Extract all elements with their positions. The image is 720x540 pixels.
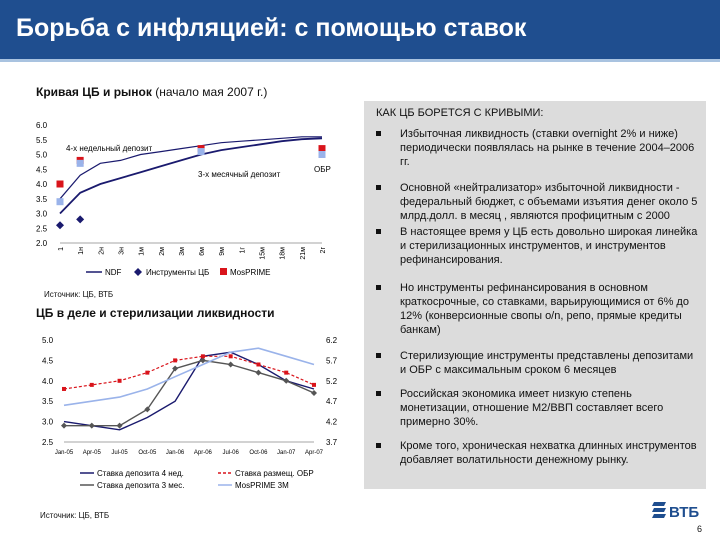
- chart2-xtick: Jul-05: [111, 450, 128, 456]
- bullet-text: Но инструменты рефинансирования в основном краткосрочные, со ставками, варьирующимися от 6% до 12% (конверсионные свопы o/n, репо, прямые кредиты банкам): [400, 282, 689, 336]
- chart1-ytick: 3.5: [36, 194, 48, 204]
- bullet-marker: [376, 443, 381, 448]
- chart2-line-deposit-3m-point: [117, 423, 123, 429]
- chart1: [30, 118, 350, 296]
- chart1-xtick: 18м: [279, 247, 287, 260]
- bullet-item: [376, 349, 698, 377]
- chart1-annotation-4w: 4-х недельный депозит: [66, 144, 153, 153]
- chart2-line-obr-point: [256, 362, 260, 366]
- chart2-line-obr-point: [229, 354, 233, 358]
- chart2-xtick: Oct-05: [138, 450, 157, 456]
- chart1-deposit-point: [319, 151, 326, 158]
- vtb-logo: [652, 498, 704, 522]
- chart1-xtick: 2м: [158, 247, 166, 256]
- chart2-ytick-left: 4.5: [42, 356, 54, 366]
- chart1-xtick: 1: [58, 247, 65, 251]
- bullet-marker: [376, 285, 381, 290]
- bullet-marker: [376, 229, 381, 234]
- chart1-xtick: 21м: [299, 247, 307, 260]
- chart2-ytick-right: 4.2: [326, 417, 338, 427]
- chart2: [30, 330, 350, 502]
- chart1-xtick: 1г: [239, 247, 247, 254]
- chart2-ytick-left: 2.5: [42, 438, 54, 447]
- chart1-ytick: 3.0: [36, 209, 48, 219]
- chart1-legend-cb-swatch: [134, 268, 142, 276]
- chart1-legend-mosprime: MosPRIME: [230, 268, 271, 277]
- chart1-deposit-point: [198, 148, 205, 155]
- chart2-ytick-left: 3.0: [42, 417, 54, 427]
- chart1-xtick: 2г: [320, 247, 327, 254]
- chart2-xtick: Apr-06: [193, 450, 212, 456]
- bullet-marker: [376, 391, 381, 396]
- source-top: Источник: ЦБ, ВТБ: [44, 290, 114, 299]
- chart2-xtick: Oct-06: [249, 450, 268, 456]
- chart1-legend-cb: Инструменты ЦБ: [146, 268, 210, 277]
- chart1-ytick: 4.5: [36, 165, 48, 175]
- subtitle-rest: (начало мая 2007 г.): [151, 85, 268, 99]
- chart2-line-obr: [64, 356, 314, 389]
- chart1-ytick: 5.0: [36, 150, 48, 160]
- panel-header: КАК ЦБ БОРЕТСЯ С КРИВЫМИ:: [376, 107, 544, 119]
- bullet-item: [376, 387, 698, 429]
- chart1-xtick: 2н: [98, 247, 106, 255]
- chart2-line-deposit-3m-point: [89, 423, 95, 429]
- bullet-item: [376, 439, 698, 467]
- bullet-item: [376, 225, 698, 267]
- chart1-ytick: 2.0: [36, 239, 48, 248]
- page-number: 6: [697, 524, 703, 534]
- chart1-ytick: 5.5: [36, 135, 48, 145]
- chart2-xtick: Jan-06: [165, 450, 185, 456]
- chart2-ytick-right: 3.7: [326, 438, 338, 447]
- chart1-ytick: 6.0: [36, 121, 48, 130]
- source-bottom: Источник: ЦБ, ВТБ: [40, 511, 110, 520]
- section-title: ЦБ в деле и стерилизации ликвидности: [36, 306, 275, 320]
- bullet-marker: [376, 353, 381, 358]
- chart2-ytick-right: 5.2: [326, 376, 338, 386]
- chart1-ytick: 2.5: [36, 224, 48, 234]
- chart2-line-obr-point: [145, 371, 149, 375]
- chart1-ytick: 4.0: [36, 180, 48, 189]
- chart1-mosprime-point: [57, 181, 64, 188]
- chart2-ytick-right: 6.2: [326, 336, 338, 345]
- bullet-text: Российская экономика имеет низкую степень монетизации, отношение М2/ВВП составляет всего примерно 30%.: [400, 388, 664, 428]
- bullet-text: В настоящее время у ЦБ есть довольно широкая линейка и стерилизационных инструментов, и инструментов рефинансирования.: [400, 226, 698, 266]
- bullet-text: Кроме того, хроническая нехватка длинных инструментов добавляет волатильности денежному рынку.: [400, 440, 697, 466]
- chart2-line-deposit-3m-point: [255, 370, 261, 376]
- chart2-xtick: Jan-07: [277, 450, 296, 456]
- chart2-line-deposit-3m-point: [228, 361, 234, 367]
- chart1-xtick: 3м: [178, 247, 186, 256]
- chart2-legend-deposit-4w: Ставка депозита 4 нед.: [97, 469, 184, 478]
- vtb-logo-text: ВТБ: [669, 504, 700, 521]
- bullet-marker: [376, 185, 381, 190]
- chart1-legend-mosprime-swatch: [220, 268, 227, 275]
- chart2-ytick-right: 4.7: [326, 397, 338, 407]
- bullet-text: Стерилизующие инструменты представлены депозитами и ОБР с максимальным сроком 6 месяцев: [400, 350, 694, 376]
- slide-title: Борьба с инфляцией: с помощью ставок: [16, 14, 527, 42]
- subtitle-bold: Кривая ЦБ и рынок: [36, 85, 152, 99]
- chart1-xtick: 1м: [138, 247, 146, 256]
- chart1-cb-instrument-point: [56, 221, 64, 229]
- chart1-xtick: 15м: [259, 247, 267, 260]
- chart1-xtick: 3н: [118, 247, 126, 255]
- chart1-cb-instrument-point: [76, 215, 84, 223]
- chart2-xtick: Apr-05: [82, 450, 101, 456]
- slide-header: [0, 0, 720, 62]
- chart2-line-obr-point: [173, 358, 177, 362]
- bullet-item: [376, 281, 698, 337]
- chart2-ytick-left: 3.5: [42, 397, 54, 407]
- chart1-annotation-obr: ОБР: [314, 165, 331, 174]
- chart1-legend-ndf: NDF: [105, 268, 122, 277]
- chart2-line-obr-point: [118, 379, 122, 383]
- chart1-deposit-point: [57, 198, 64, 205]
- chart1-annotation-3m: 3-х месячный депозит: [198, 170, 281, 179]
- chart2-line-obr-point: [201, 354, 205, 358]
- chart2-line-deposit-3m-point: [311, 390, 317, 396]
- vtb-logo-mark: [652, 502, 666, 518]
- chart2-line-obr-point: [62, 387, 66, 391]
- chart2-ytick-left: 4.0: [42, 376, 54, 386]
- chart1-subtitle: [36, 85, 267, 99]
- bullet-item: [376, 181, 698, 223]
- chart2-line-deposit-3m-point: [61, 423, 67, 429]
- bullet-marker: [376, 131, 381, 136]
- chart2-legend-deposit-3m: Ставка депозита 3 мес.: [97, 481, 185, 490]
- right-panel: [364, 101, 706, 489]
- chart1-xtick: 6м: [199, 247, 207, 256]
- bullet-text: Избыточная ликвидность (ставки overnight 2% и ниже) периодически появлялась на рынке в течение 2004–2006 гг.: [400, 128, 695, 168]
- bullet-text: Основной «нейтрализатор» избыточной ликвидности - федеральный бюджет, с объемами изъятия денег около 5 млрд.долл. в месяц , являются профицитным с 2000: [400, 182, 698, 222]
- chart2-line-deposit-3m-point: [283, 378, 289, 384]
- chart2-xtick: Jul-06: [222, 450, 239, 456]
- chart2-line-obr-point: [90, 383, 94, 387]
- chart2-ytick-right: 5.7: [326, 356, 338, 366]
- chart2-ytick-left: 5.0: [42, 336, 54, 345]
- chart1-xtick: 1н: [78, 247, 86, 255]
- chart2-xtick: Apr-07: [304, 450, 324, 456]
- chart1-xtick: 9м: [219, 247, 227, 256]
- chart1-deposit-point: [77, 160, 84, 167]
- chart2-line-mosprime: [64, 348, 314, 405]
- chart2-line-obr-point: [312, 383, 316, 387]
- chart2-line-obr-point: [284, 371, 288, 375]
- chart2-xtick: Jan-05: [54, 450, 74, 456]
- chart2-legend-obr: Ставка размещ. ОБР: [235, 469, 314, 478]
- chart2-legend-mosprime: MosPRIME 3M: [235, 481, 289, 490]
- bullet-item: [376, 127, 698, 169]
